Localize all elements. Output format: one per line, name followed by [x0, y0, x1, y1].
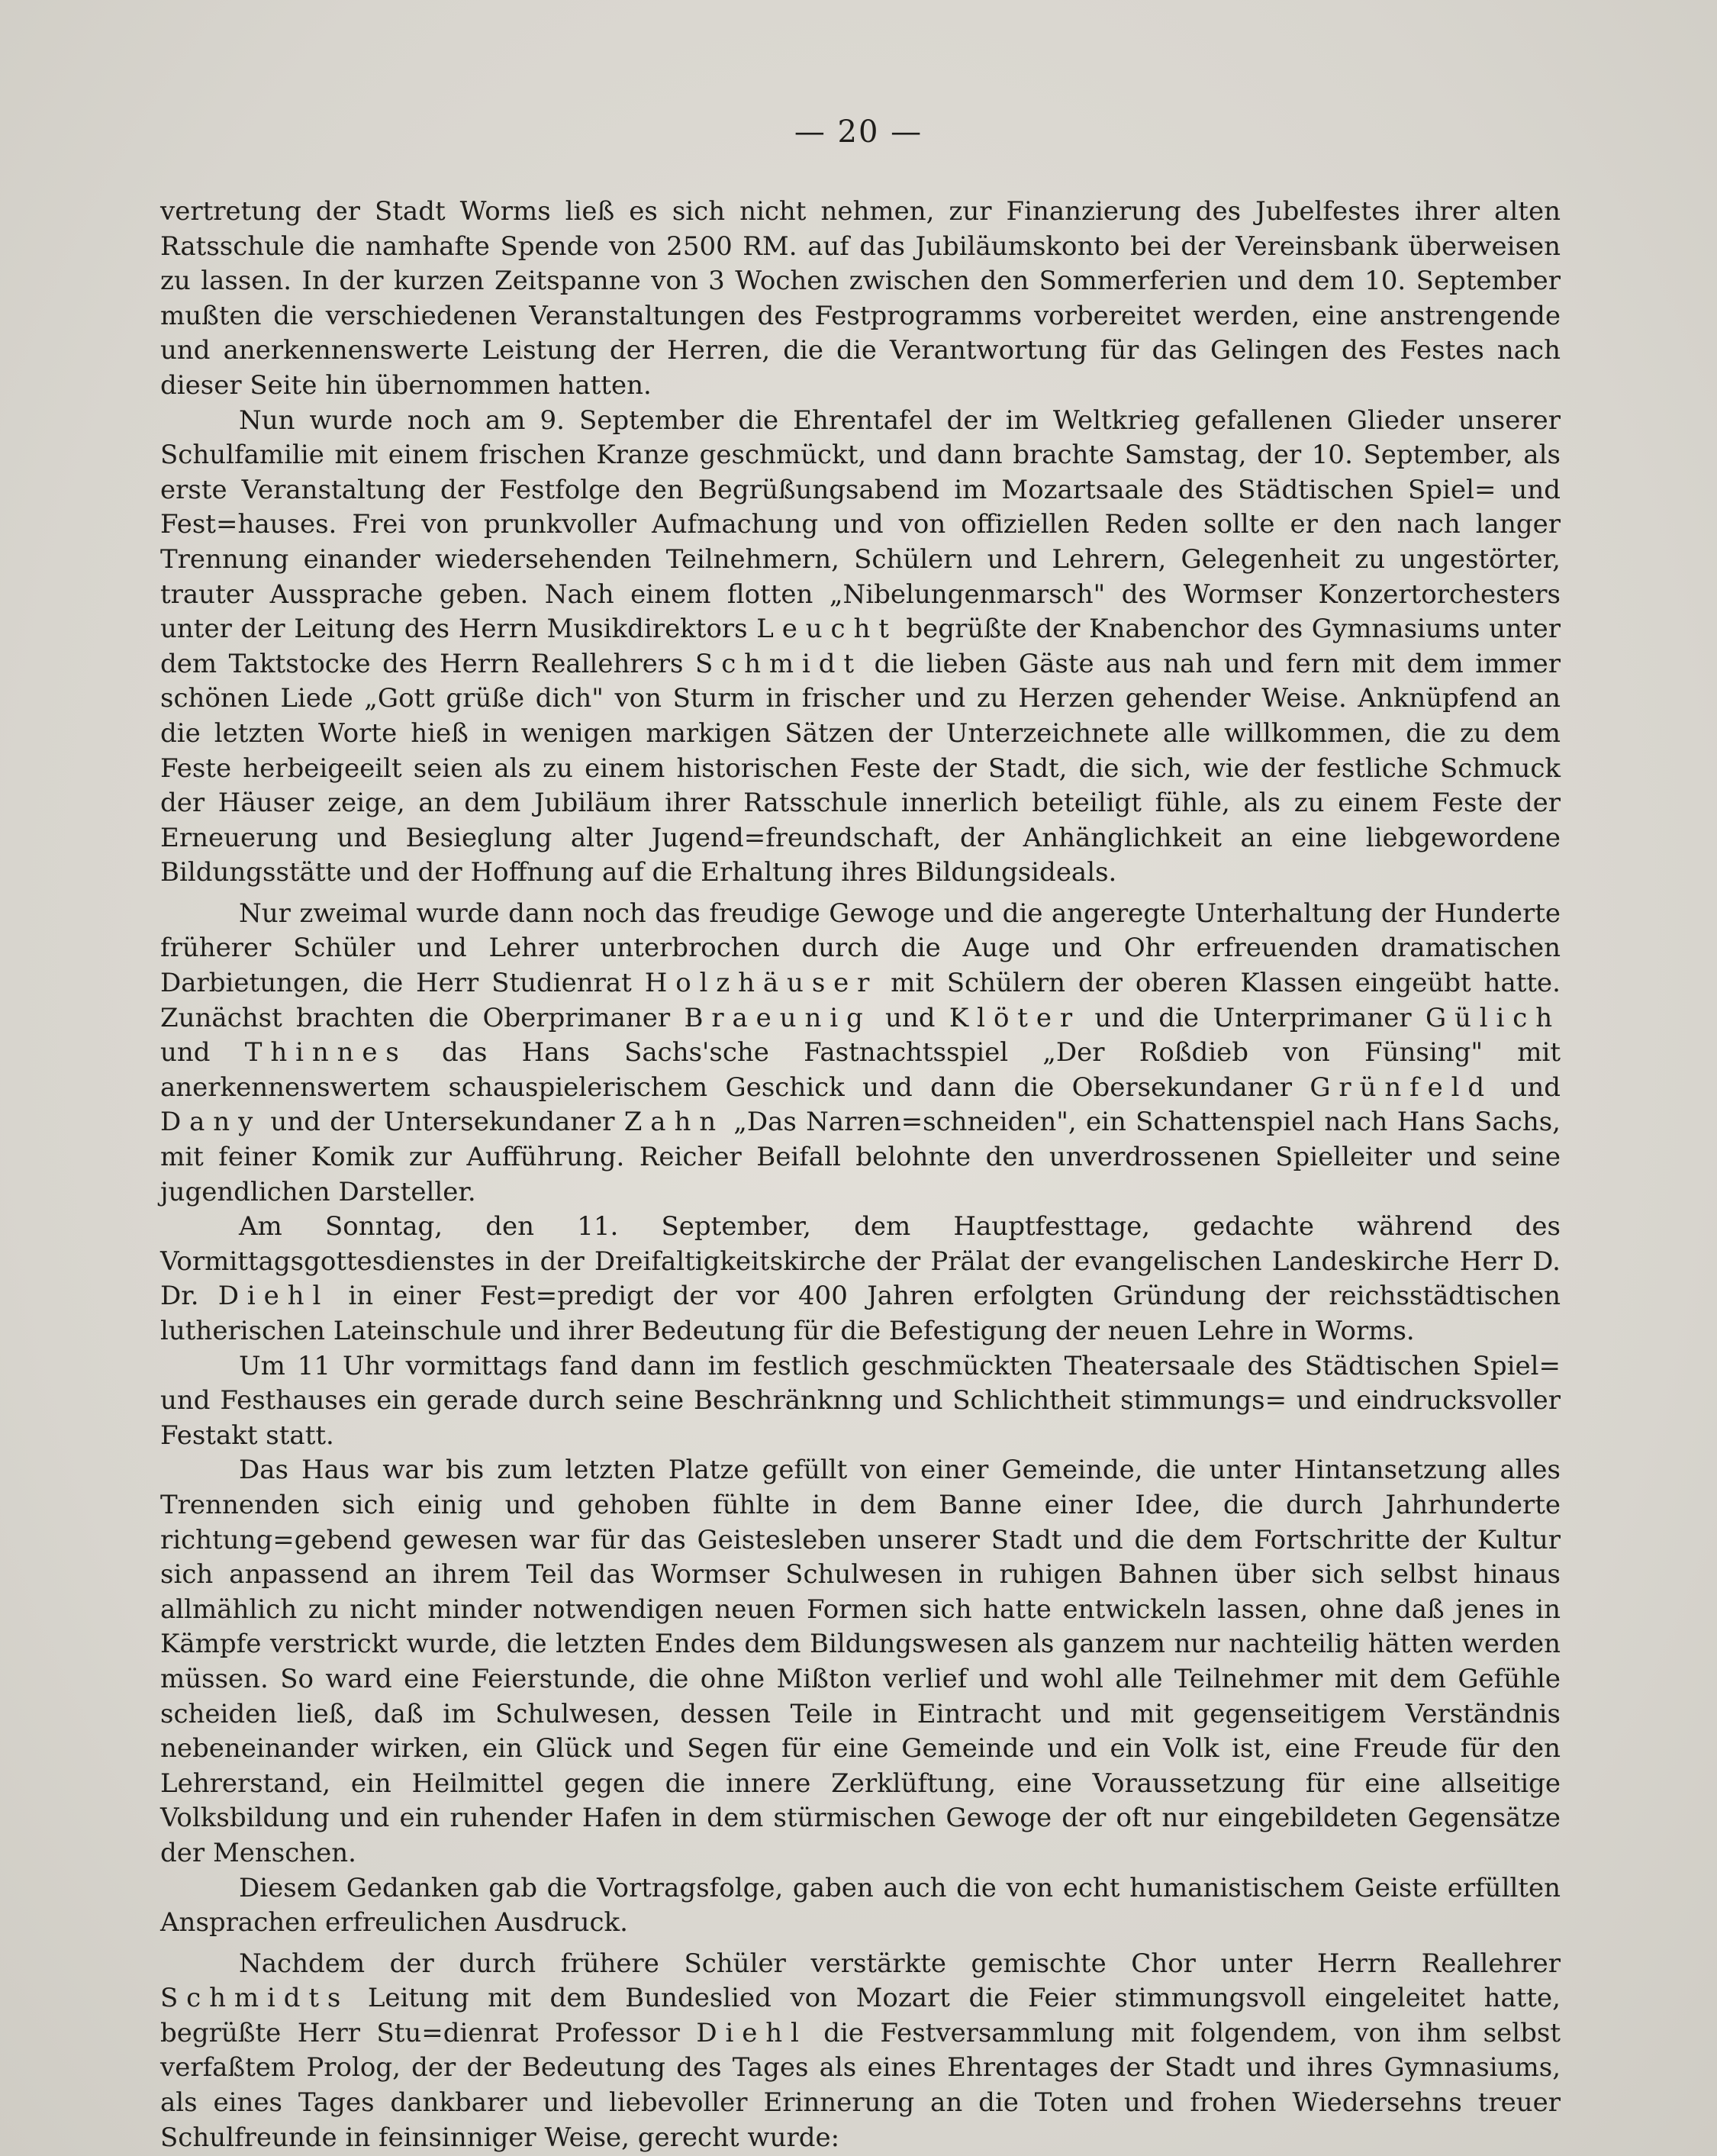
- body-text: [160, 195, 1561, 2155]
- spaced-name: Klöter: [949, 1002, 1081, 1033]
- spaced-name: Grünfeld: [1309, 1072, 1493, 1103]
- text-segment: vertretung der Stadt Worms ließ es sich nicht nehmen, zur Finanzierung des Jubelfestes ihrer alten Ratsschule die namhafte Spende von 2500 RM. auf das Jubiläumskonto bei der Vereinsbank überweisen zu lassen. In der kurzen Zeitspanne von 3 Wochen zwischen den Sommerferien und dem 10. September mußten die verschiedenen Veranstaltungen des Festprogramms vorbereitet werden, eine anstrengende und anerkennenswerte Leistung der Herren, die die Verantwortung für das Gelingen des Festes nach dieser Seite hin übernommen hatten.: [160, 196, 1561, 401]
- spaced-name: Holzhäuser: [644, 968, 878, 999]
- text-segment: das Hans Sachs'sche Fastnachtsspiel „Der Roßdieb von Fünsing" mit anerkennenswertem schauspielerischem Geschick und dann die Obersekundaner: [160, 1037, 1561, 1103]
- text-segment: und: [160, 1037, 245, 1068]
- text-segment: und: [871, 1002, 949, 1033]
- text-segment: Diesem Gedanken gab die Vortragsfolge, gaben auch die von echt humanistischem Geiste erfüllten Ansprachen erfreulichen Ausdruck.: [160, 1872, 1561, 1938]
- text-segment: Um 11 Uhr vormittags fand dann im festlich geschmückten Theatersaale des Städtischen Spiel= und Festhauses ein gerade durch seine Beschränknng und Schlichtheit stimmungs= und eindrucksvoller Festakt statt.: [160, 1350, 1561, 1451]
- spaced-name: Braeunig: [684, 1002, 871, 1033]
- text-segment: und die Unterprimaner: [1080, 1002, 1425, 1033]
- spaced-name: Schmidts: [160, 1983, 350, 2014]
- spaced-name: Zahn: [623, 1107, 725, 1138]
- text-segment: Leitung mit dem Bundeslied von Mozart die Feier stimmungsvoll eingeleitet hatte, begrüßte Herr Stu=dienrat Professor: [160, 1983, 1561, 2048]
- text-segment: mit Schülern der oberen Klassen eingeübt hatte. Zunächst brachten die Oberprimaner: [160, 968, 1561, 1033]
- text-segment: begrüßte der Knabenchor des Gymnasiums unter dem Taktstocke des Herrn Reallehrers: [160, 614, 1561, 679]
- spaced-name: Thinnes: [244, 1037, 408, 1068]
- page-number: — 20 —: [794, 114, 923, 150]
- paragraph-8: [160, 1947, 1561, 2156]
- spaced-name: Leucht: [756, 614, 897, 645]
- paragraph-1: [160, 195, 1561, 404]
- text-segment: in einer Fest=predigt der vor 400 Jahren erfolgten Gründung der reichsstädtischen lutherischen Lateinschule und ihrer Bedeutung für die Befestigung der neuen Lehre in Worms.: [160, 1281, 1561, 1346]
- paragraph-6: [160, 1453, 1561, 1871]
- text-segment: „Das Narren=schneiden", ein Schattenspiel nach Hans Sachs, mit feiner Komik zur Aufführung. Reicher Beifall belohnte den unverdrossenen Spielleiter und seine jugendlichen Darsteller.: [160, 1107, 1561, 1207]
- spaced-name: Diehl: [696, 2017, 807, 2048]
- spaced-name: Diehl: [217, 1281, 330, 1312]
- text-segment: Nachdem der durch frühere Schüler verstärkte gemischte Chor unter Herrn Reallehrer: [239, 1948, 1561, 1979]
- text-segment: und: [1492, 1072, 1561, 1103]
- spaced-name: Gülich: [1425, 1002, 1561, 1033]
- text-segment: Nur zweimal wurde dann noch das freudige Gewoge und die angeregte Unterhaltung der Hunderte früherer Schüler und Lehrer unterbrochen durch die Auge und Ohr erfreuenden dramatischen Darbietungen, die Herr Studienrat: [160, 898, 1561, 999]
- spaced-name: Dany: [160, 1107, 262, 1138]
- text-segment: Das Haus war bis zum letzten Platze gefüllt von einer Gemeinde, die unter Hintansetzung alles Trennenden sich einig und gehoben fühlte in dem Banne einer Idee, die durch Jahrhunderte richtung=gebend gewesen war für das Geistesleben unserer Stadt und die dem Fortschritte der Kultur sich anpassend an ihrem Teil das Wormser Schulwesen in ruhigen Bahnen über sich selbst hinaus allmählich zu nicht minder notwendigen neuen Formen sich hatte entwickeln lassen, ohne daß jenes in Kämpfe verstrickt wurde, die letzten Endes dem Bildungswesen als ganzem nur nachteilig hätten werden müssen. So ward eine Feierstunde, die ohne Mißton verlief und wohl alle Teilnehmer mit dem Gefühle scheiden ließ, daß im Schulwesen, dessen Teile in Eintracht und mit gegenseitigem Verständnis nebeneinander wirken, ein Glück und Segen für eine Gemeinde und ein Volk ist, eine Freude für den Lehrerstand, ein Heilmittel gegen die innere Zerklüftung, eine Voraussetzung für eine allseitige Volksbildung und ein ruhender Hafen in dem stürmischen Gewoge der oft nur eingebildeten Gegensätze der Menschen.: [160, 1455, 1561, 1868]
- text-segment: die Festversammlung mit folgendem, von ihm selbst verfaßtem Prolog, der der Bedeutung des Tages als eines Ehrentages der Stadt und ihres Gymnasiums, als eines Tages dankbarer und liebevoller Erinnerung an die Toten und frohen Wiedersehns treuer Schulfreunde in feinsinniger Weise, gerecht wurde:: [160, 2017, 1561, 2153]
- paragraph-4: [160, 1210, 1561, 1349]
- paragraph-2: [160, 404, 1561, 891]
- paragraph-3: [160, 897, 1561, 1210]
- spaced-name: Schmidt: [695, 648, 862, 679]
- paragraph-7: [160, 1871, 1561, 1941]
- text-segment: und der Untersekundaner: [261, 1107, 624, 1138]
- text-segment: die lieben Gäste aus nah und fern mit dem immer schönen Liede „Gott grüße dich" von Sturm in frischer und zu Herzen gehender Weise. Anknüpfend an die letzten Worte hieß in wenigen markigen Sätzen der Unterzeichnete alle willkommen, die zu dem Feste herbeigeeilt seien als zu einem historischen Feste der Stadt, die sich, wie der festliche Schmuck der Häuser zeige, an dem Jubiläum ihrer Ratsschule innerlich beteiligt fühle, als zu einem Feste der Erneuerung und Besieglung alter Jugend=freundschaft, der Anhänglichkeit an eine liebgewordene Bildungsstätte und der Hoffnung auf die Erhaltung ihres Bildungsideals.: [160, 648, 1561, 888]
- paragraph-5: [160, 1349, 1561, 1454]
- text-segment: Am Sonntag, den 11. September, dem Hauptfesttage, gedachte während des Vormittagsgottesdienstes in der Dreifaltigkeitskirche der Prälat der evangelischen Landeskirche Herr D. Dr.: [160, 1211, 1561, 1312]
- text-segment: Nun wurde noch am 9. September die Ehrentafel der im Weltkrieg gefallenen Glieder unserer Schulfamilie mit einem frischen Kranze geschmückt, und dann brachte Samstag, der 10. September, als erste Veranstaltung der Festfolge den Begrüßungsabend im Mozartsaale des Städtischen Spiel= und Fest=hauses. Frei von prunkvoller Aufmachung und von offiziellen Reden sollte er den nach langer Trennung einander wiedersehenden Teilnehmern, Schülern und Lehrern, Gelegenheit zu ungestörter, trauter Aussprache geben. Nach einem flotten „Nibelungenmarsch" des Wormser Konzertorchesters unter der Leitung des Herrn Musikdirektors: [160, 404, 1561, 645]
